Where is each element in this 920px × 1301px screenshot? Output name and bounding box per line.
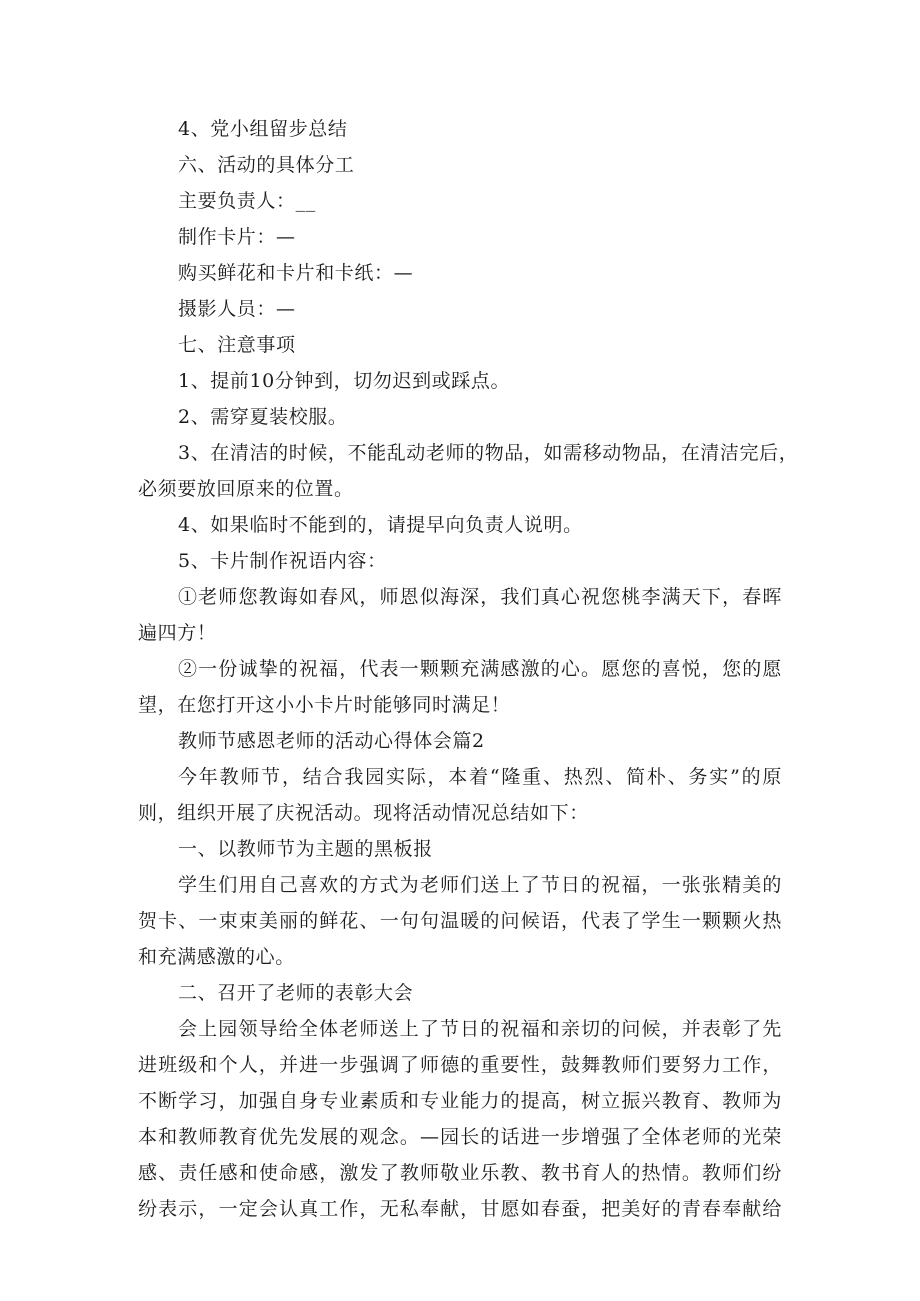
text-line: 5、卡片制作祝语内容：: [178, 550, 387, 572]
text-line: 会上园领导给全体老师送上了节日的祝福和亲切的问候，并表彰了先: [178, 1018, 782, 1040]
article-title: 教师节感恩老师的活动心得体会篇2: [178, 730, 485, 752]
section-heading: 一、以教师节为主题的黑板报: [178, 838, 433, 860]
text-line: 4、党小组留步总结: [178, 118, 348, 140]
text-line: 进班级和个人，并进一步强调了师德的重要性，鼓舞教师们要努力工作，: [138, 1054, 782, 1076]
document-body: [138, 111, 799, 1227]
text-line: 和充满感激的心。: [138, 946, 295, 968]
text-line: 感、责任感和使命感，激发了教师敬业乐教、教书育人的热情。教师们纷: [138, 1162, 782, 1184]
text-line: 制作卡片：—: [178, 226, 296, 248]
text-line: 贺卡、一束束美丽的鲜花、一句句温暖的问候语，代表了学生一颗颗火热: [138, 910, 782, 932]
section-heading: 二、召开了老师的表彰大会: [178, 982, 414, 1004]
text-line: 遍四方！: [138, 622, 217, 644]
text-line: 今年教师节，结合我园实际，本着“隆重、热烈、简朴、务实”的原: [178, 766, 782, 788]
text-line: 必须要放回原来的位置。: [138, 478, 354, 500]
text-line: 主要负责人：__: [178, 190, 316, 212]
text-line: 望，在您打开这小小卡片时能够同时满足！: [138, 694, 511, 716]
text-line: 学生们用自己喜欢的方式为老师们送上了节日的祝福，一张张精美的: [178, 874, 782, 896]
text-line: 2、需穿夏装校服。: [178, 406, 348, 428]
text-line: 购买鲜花和卡片和卡纸：—: [178, 262, 414, 284]
text-line: ①老师您教诲如春风，师恩似海深，我们真心祝您桃李满天下，春晖: [178, 586, 782, 608]
text-line: 摄影人员：—: [178, 298, 296, 320]
text-line: 3、在清洁的时候，不能乱动老师的物品，如需移动物品，在清洁完后，: [178, 442, 799, 464]
section-heading: 六、活动的具体分工: [178, 154, 355, 176]
section-heading: 七、注意事项: [178, 334, 296, 356]
text-line: 不断学习，加强自身专业素质和专业能力的提高，树立振兴教育、教师为: [138, 1090, 782, 1112]
text-line: 纷表示，一定会认真工作，无私奉献，甘愿如春蚕，把美好的青春奉献给: [138, 1198, 782, 1220]
text-line: 1、提前10分钟到，切勿迟到或踩点。: [178, 370, 511, 392]
text-line: 则，组织开展了庆祝活动。现将活动情况总结如下：: [138, 802, 589, 824]
text-line: 本和教师教育优先发展的观念。—园长的话进一步增强了全体老师的光荣: [138, 1126, 782, 1148]
text-line: 4、如果临时不能到的，请提早向负责人说明。: [178, 514, 583, 536]
text-line: ②一份诚挚的祝福，代表一颗颗充满感激的心。愿您的喜悦，您的愿: [178, 658, 782, 680]
